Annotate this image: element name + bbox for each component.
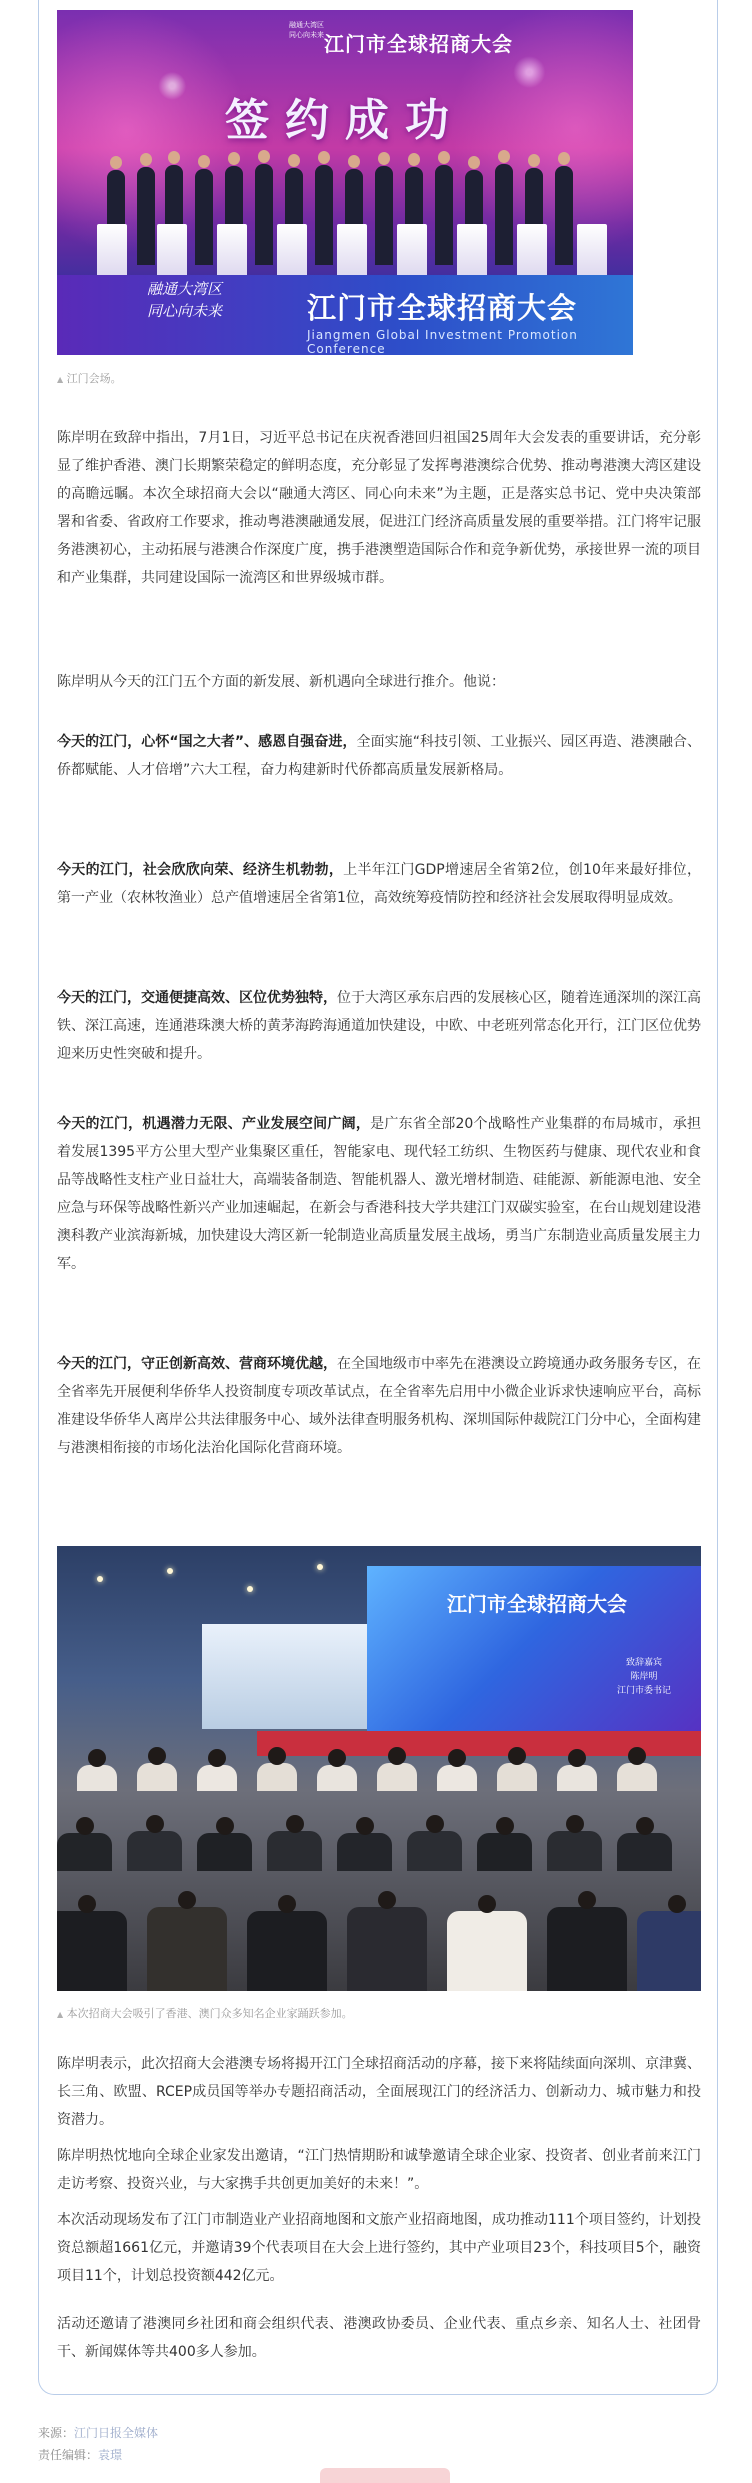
- paragraph-4: [57, 856, 701, 912]
- ceiling-light: [317, 1564, 323, 1570]
- paragraph-6: [57, 1110, 701, 1278]
- paragraph-1: 陈岸明在致辞中指出，7月1日，习近平总书记在庆祝香港回归祖国25周年大会发表的重要讲话，充分彰显了维护香港、澳门长期繁荣稳定的鲜明态度，充分彰显了发挥粤港澳综合优势、推动粤港澳大湾区建设的高瞻远瞩。本次全球招商大会以“融通大湾区、同心向未来”为主题，正是落实总书记、党中央决策部署和省委、省政府工作要求，推动粤港澳融通发展，促进江门经济高质量发展的重要举措。江门将牢记服务港澳初心，主动拓展与港澳合作深度广度，携手港澳塑造国际合作和竞争新优势，承接世界一流的项目和产业集群，共同建设国际一流湾区和世界级城市群。: [57, 430, 701, 586]
- paragraph-5-body: 位于大湾区承东启西的发展核心区，随着连通深圳的深江高铁、深江高速，连通港珠澳大桥的黄茅海跨海通道加快建设，中欧、中老班列常态化开行，江门区位优势迎来历史性突破和提升。: [57, 990, 701, 1062]
- slogan: 融通大湾区 同心向未来: [147, 280, 223, 320]
- conference-title-en: Jiangmen Global Investment Promotion Conference: [307, 328, 578, 355]
- ceiling-light: [97, 1576, 103, 1582]
- banner-title: 江门市全球招商大会: [324, 32, 513, 56]
- editor-value: 袁璟: [98, 2448, 123, 2462]
- audience-row: [57, 1816, 701, 1871]
- paragraph-5-lead: 今天的江门，交通便捷高效、区位优势独特，: [57, 990, 337, 1006]
- paragraph-7: [57, 1350, 701, 1462]
- banner-tag: 融通大湾区 同心向未来: [289, 21, 324, 39]
- paragraph-2: 陈岸明从今天的江门五个方面的新发展、新机遇向全球进行推介。他说：: [57, 674, 505, 690]
- paragraph-6-body: 是广东省全部20个战略性产业集群的布局城市，承担着发展1395平方公里大型产业集聚区重任，智能家电、现代轻工纺织、生物医药与健康、现代农业和食品等战略性支柱产业日益壮大，高端装备制造、智能机器人、激光增材制造、硅能源、新能源电池、安全应急与环保等战略性新兴产业加速崛起，在新会与香港科技大学共建江门双碳实验室，在台山规划建设港澳科教产业滨海新城，加快建设大湾区新一轮制造业高质量发展主战场，勇当广东制造业高质量发展主力军。: [57, 1116, 701, 1272]
- conference-title: 江门市全球招商大会: [307, 291, 578, 325]
- podiums: [77, 220, 617, 280]
- caption-text: 江门会场。: [66, 372, 122, 385]
- conference-hall-photo: [57, 1546, 701, 1991]
- paragraph-8: 陈岸明表示，此次招商大会港澳专场将揭开江门全球招商活动的序幕，接下来将陆续面向深圳、京津冀、长三角、欧盟、RCEP成员国等举办专题招商活动，全面展现江门的经济活力、创新动力、城市魅力和投资潜力。: [57, 2056, 701, 2128]
- audience-row: [57, 1896, 701, 1991]
- ceiling-light: [167, 1568, 173, 1574]
- article-card: [38, 0, 718, 2395]
- caption-marker-icon: ▲: [57, 375, 64, 384]
- paragraph-9: 陈岸明热忱地向全球企业家发出邀请，“江门热情期盼和诚挚邀请全球企业家、投资者、创业者前来江门走访考察、投资兴业，与大家携手共创更加美好的未来！”。: [57, 2148, 701, 2192]
- main-stage-screen: [367, 1566, 701, 1731]
- audience-row: [57, 1751, 701, 1791]
- signing-headline: 签约成功: [225, 95, 465, 146]
- screen-title: 江门市全球招商大会: [447, 1592, 627, 1616]
- paragraph-4-lead: 今天的江门，社会欣欣向荣、经济生机勃勃，: [57, 862, 344, 878]
- editor-label: 责任编辑：: [38, 2448, 99, 2462]
- paragraph-3: [57, 728, 701, 784]
- paragraph-7-body: 在全国地级市中率先在港澳设立跨境通办政务服务专区，在全省率先开展便利华侨华人投资制度专项改革试点，在全省率先启用中小微企业诉求快速响应平台，高标准建设华侨华人离岸公共法律服务中心、域外法律查明服务机构、深圳国际仲裁院江门分中心，全面构建与港澳相衔接的市场化法治化国际化营商环境。: [57, 1356, 701, 1456]
- paragraph-6-lead: 今天的江门，机遇潜力无限、产业发展空间广阔，: [57, 1116, 371, 1132]
- paragraph-4-body: 上半年江门GDP增速居全省第2位，创10年来最好排位，第一产业（农林牧渔业）总产值增速居全省第1位，高效统筹疫情防控和经济社会发展取得明显成效。: [57, 862, 701, 906]
- signing-ceremony-photo: [57, 10, 633, 355]
- side-screen: [202, 1624, 367, 1729]
- source-label: 来源：: [38, 2426, 75, 2440]
- paragraph-3-lead: 今天的江门，心怀“国之大者”、感恩自强奋进，: [57, 734, 357, 750]
- paragraph-3-body: 全面实施“科技引领、工业振兴、园区再造、港澳融合、侨都赋能、人才倍增”六大工程，奋力构建新时代侨都高质量发展新格局。: [57, 734, 701, 778]
- photo-caption-top: [57, 370, 122, 386]
- source-line: [38, 2424, 158, 2441]
- caption-marker-icon: ▲: [57, 2010, 64, 2019]
- paragraph-5: [57, 984, 701, 1068]
- ceiling-light: [247, 1586, 253, 1592]
- editor-line: [38, 2446, 122, 2463]
- source-value[interactable]: 江门日报全媒体: [74, 2426, 159, 2440]
- photo-caption-mid: [57, 2005, 353, 2021]
- paragraph-11: 活动还邀请了港澳同乡社团和商会组织代表、港澳政协委员、企业代表、重点乡亲、知名人士、社团骨干、新闻媒体等共400多人参加。: [57, 2316, 701, 2360]
- share-button-stub[interactable]: [320, 2468, 450, 2483]
- paragraph-10: 本次活动现场发布了江门市制造业产业招商地图和文旅产业招商地图，成功推动111个项目签约，计划投资总额超1661亿元，并邀请39个代表项目在大会上进行签约，其中产业项目23个，科技项目5个，融资项目11个，计划总投资额442亿元。: [57, 2212, 701, 2284]
- screen-speaker: 致辞嘉宾 陈岸明 江门市委书记: [617, 1658, 672, 1696]
- paragraph-7-lead: 今天的江门，守正创新高效、营商环境优越，: [57, 1356, 337, 1372]
- caption-text: 本次招商大会吸引了香港、澳门众多知名企业家踊跃参加。: [66, 2007, 353, 2020]
